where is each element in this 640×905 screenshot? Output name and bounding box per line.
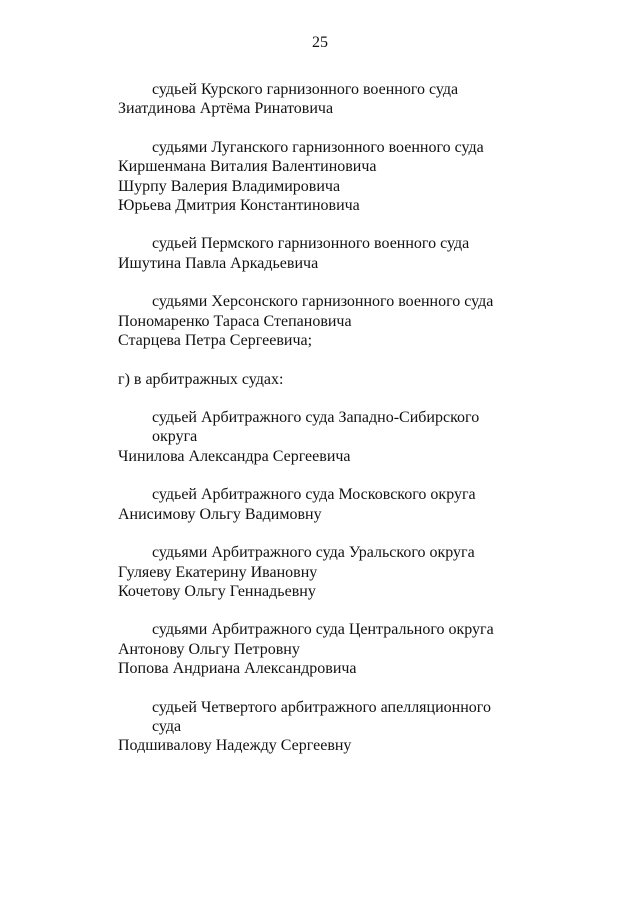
judge-name: Гуляеву Екатерину Ивановну [118,563,318,581]
judge-name: Попова Андриана Александровича [118,660,357,677]
judge-name: Старцева Петра Сергеевича; [118,331,313,349]
judge-name: Шурпу Валерия Владимировича [118,177,341,195]
court-heading: округа [152,428,198,446]
subsection-heading: г) в арбитражных судах: [118,370,284,388]
judge-name: Киршенмана Виталия Валентиновича [118,158,377,176]
judge-name: Подшивалову Надежду Сергеевну [118,737,352,755]
judge-name: Кочетову Ольгу Геннадьевну [118,582,316,600]
judge-name: Зиатдинова Артёма Ринатовича [118,100,334,118]
judge-name: Антонову Ольгу Петровну [118,640,300,658]
court-heading: судьей Арбитражного суда Западно-Сибирского [152,409,480,427]
judge-name: Чинилова Александра Сергеевича [118,447,351,465]
judge-name: Ишутина Павла Аркадьевича [118,254,319,272]
court-heading: судьей Курского гарнизонного военного суда [152,81,459,98]
court-heading: судьями Арбитражного суда Центрального округа [152,621,494,639]
judge-name: Анисимову Ольгу Вадимовну [118,505,322,523]
court-heading: судьями Херсонского гарнизонного военного суда [152,293,494,311]
judge-name: Юрьева Дмитрия Константиновича [118,196,360,214]
court-heading: судьей Четвертого арбитражного апелляционного [152,698,491,716]
court-heading: суда [152,717,182,735]
court-heading: судьей Арбитражного суда Московского округа [152,486,476,504]
judge-name: Пономаренко Тараса Степановича [118,312,352,330]
court-heading: судьями Арбитражного суда Уральского округа [152,544,475,562]
page-number: 25 [312,34,328,51]
court-heading: судьями Луганского гарнизонного военного суда [152,138,484,156]
court-heading: судьей Пермского гарнизонного военного суда [152,235,470,253]
